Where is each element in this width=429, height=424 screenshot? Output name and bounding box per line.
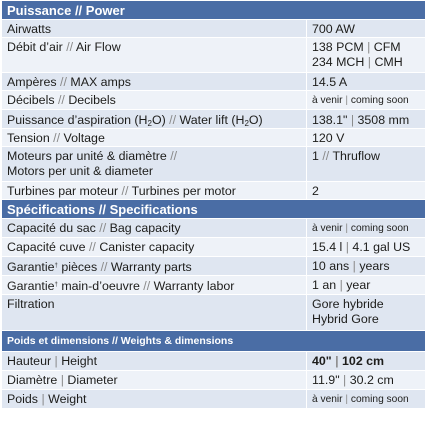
row-label: Capacité cuve // Canister capacity (2, 238, 307, 256)
row-value: 138.1" | 3508 mm (312, 113, 410, 127)
row-label: Moteurs par unité & diamètre // Motors per unit & diameter (2, 147, 307, 181)
row-motors (2, 147, 425, 182)
row-label: Garantie† pièces // Warranty parts (2, 257, 307, 275)
row-value: 14.5 A (312, 75, 348, 89)
row-value: 2 (312, 184, 319, 198)
row-amps (2, 73, 425, 91)
row-warranty-parts (2, 257, 425, 276)
row-value: 138 PCM | CFM 234 MCH | CMH (312, 40, 403, 69)
row-label: Turbines par moteur // Turbines per motor (2, 182, 307, 199)
section-title-fr: Spécifications (7, 201, 96, 217)
section-header-weights (2, 331, 425, 352)
section-title-fr: Poids et dimensions (7, 335, 110, 347)
row-label: Débit d’air // Air Flow (2, 38, 307, 72)
row-turbines (2, 182, 425, 200)
row-diameter (2, 371, 425, 390)
row-label: Garantie† main-d’oeuvre // Warranty labor (2, 276, 307, 294)
row-label: Filtration (2, 295, 307, 330)
row-canister-capacity (2, 238, 425, 257)
row-label: Hauteur | Height (2, 352, 307, 370)
section-title-en: Weights & dimensions (120, 335, 234, 347)
row-label: Puissance d’aspiration $(H_2O)$ // Water lift $(H_2O)$ (2, 110, 307, 128)
row-warranty-labor (2, 276, 425, 295)
row-value: 11.9" | 30.2 cm (312, 373, 394, 387)
row-value: Gore hybride Hybrid Gore (312, 297, 384, 326)
row-height (2, 352, 425, 371)
row-label: Ampères // MAX amps (2, 73, 307, 90)
row-label: Poids | Weight (2, 390, 307, 408)
row-label: Airwatts (2, 20, 307, 37)
section-title-en: Specifications (109, 201, 198, 217)
row-voltage (2, 129, 425, 147)
row-airwatts (2, 20, 425, 38)
row-label: Diamètre | Diameter (2, 371, 307, 389)
row-water-lift (2, 110, 425, 129)
row-value: 40" | 102 cm (312, 354, 385, 368)
row-weight (2, 390, 425, 409)
row-value: à venir | coming soon (312, 394, 409, 405)
row-value: 10 ans | years (312, 259, 390, 273)
row-value: à venir | coming soon (312, 223, 409, 234)
row-label: Tension // Voltage (2, 129, 307, 146)
row-filtration (2, 295, 425, 331)
section-separator: // (71, 2, 86, 18)
section-separator: // (109, 335, 121, 347)
row-value: 15.4 l | 4.1 gal US (312, 240, 411, 254)
section-header-power (2, 1, 425, 20)
row-label: Décibels // Decibels (2, 91, 307, 109)
row-value: 700 AW (312, 22, 355, 36)
row-value: 1 an | year (312, 278, 371, 292)
row-decibels (2, 91, 425, 110)
spec-table (1, 1, 425, 409)
row-value: à venir | coming soon (312, 95, 409, 106)
section-title-fr: Puissance (7, 2, 72, 18)
row-bag-capacity (2, 219, 425, 238)
row-airflow (2, 38, 425, 73)
section-separator: // (95, 201, 110, 217)
row-value: 1 // Thruflow (312, 149, 380, 163)
section-title-en: Power (85, 2, 125, 18)
section-header-specifications (2, 200, 425, 219)
row-label: Capacité du sac // Bag capacity (2, 219, 307, 237)
row-value: 120 V (312, 131, 345, 145)
